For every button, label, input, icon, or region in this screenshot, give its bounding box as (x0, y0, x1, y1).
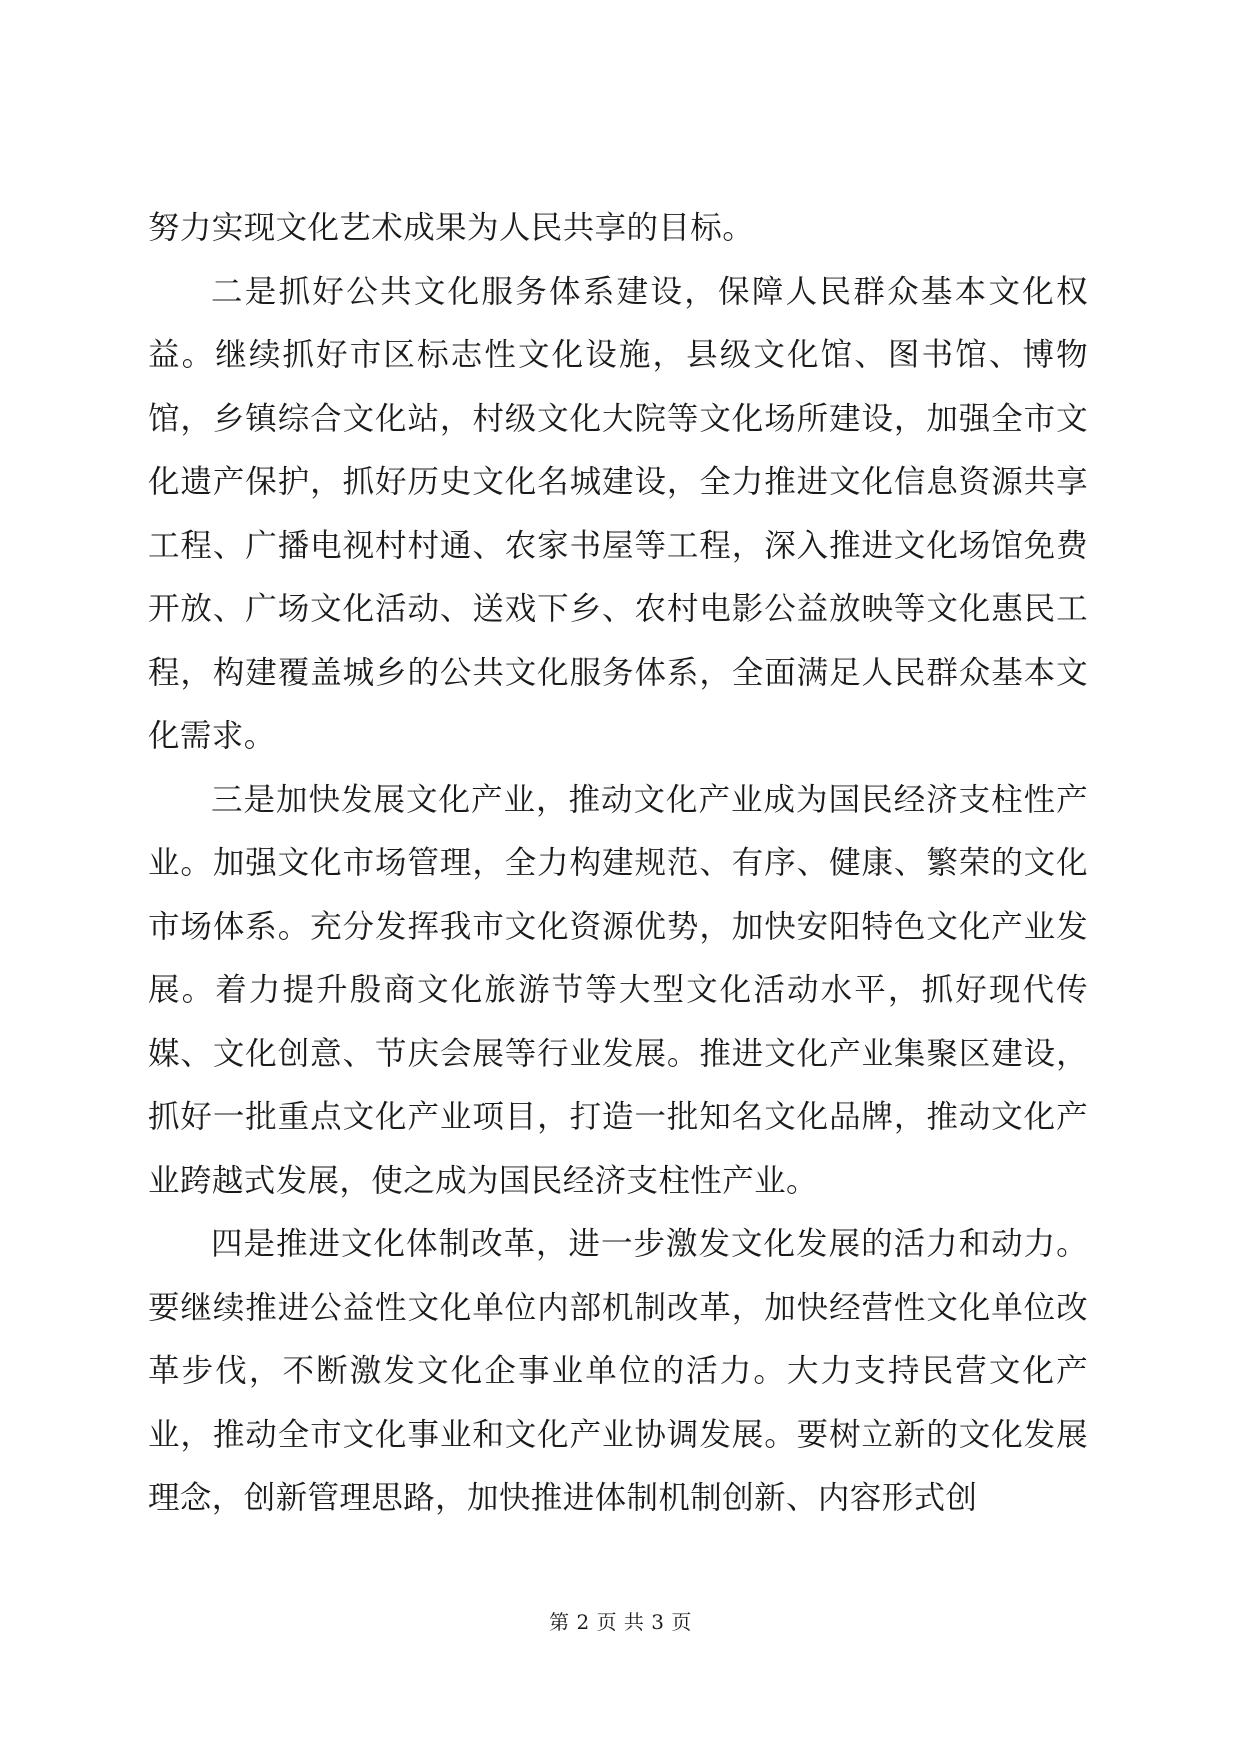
paragraph-continuation: 努力实现文化艺术成果为人民共享的目标。 (148, 210, 755, 246)
paragraph-public-culture-service: 二是抓好公共文化服务体系建设，保障人民群众基本文化权益。继续抓好市区标志性文化设施，县级文化馆、图书馆、博物馆，乡镇综合文化站，村级文化大院等文化场所建设，加强全市文化遗产保护，抓好历史文化名城建设，全力推进文化信息资源共享工程、广播电视村村通、农家书屋等工程，深入推进文化场馆免费开放、广场文化活动、送戏下乡、农村电影公益放映等文化惠民工程，构建覆盖城乡的公共文化服务体系，全面满足人民群众基本文化需求。 (148, 273, 1088, 754)
paragraph-culture-reform: 四是推进文化体制改革，进一步激发文化发展的活力和动力。要继续推进公益性文化单位内部机制改革，加快经营性文化单位改革步伐，不断激发文化企事业单位的活力。大力支持民营文化产业，推动全市文化事业和文化产业协调发展。要树立新的文化发展理念，创新管理思路，加快推进体制机制创新、内容形式创 (148, 1226, 1088, 1516)
paragraph-culture-industry: 三是加快发展文化产业，推动文化产业成为国民经济支柱性产业。加强文化市场管理，全力构建规范、有序、健康、繁荣的文化市场体系。充分发挥我市文化资源优势，加快安阳特色文化产业发展。着力提升殷商文化旅游节等大型文化活动水平，抓好现代传媒、文化创意、节庆会展等行业发展。推进文化产业集聚区建设，抓好一批重点文化产业项目，打造一批知名文化品牌，推动文化产业跨越式发展，使之成为国民经济支柱性产业。 (148, 781, 1088, 1199)
page-number-footer: 第 2 页 共 3 页 (549, 1610, 692, 1634)
document-body (148, 197, 1088, 1531)
